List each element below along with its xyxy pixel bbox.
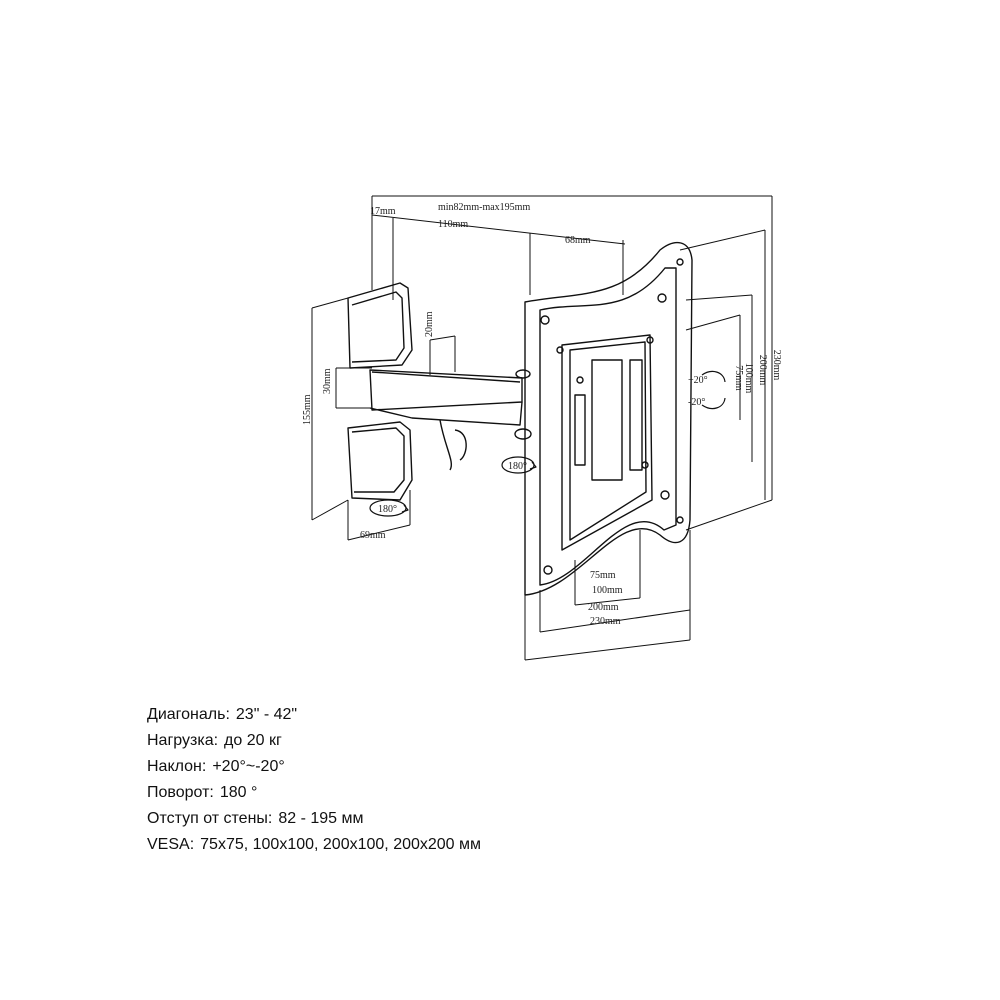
spec-value: до 20 кг: [224, 732, 282, 749]
swing-arm: [370, 370, 531, 470]
rotation-arrows: [370, 371, 725, 516]
spec-value: 180 °: [219, 784, 258, 801]
spec-label: VESA:: [147, 836, 195, 853]
spec-diagonal: [147, 702, 481, 728]
vertical-100-label: 100mm: [743, 362, 754, 394]
vesa-plate: [525, 243, 692, 595]
vertical-75-label: 75mm: [733, 365, 744, 391]
dimension-30-label: 30mm: [322, 368, 333, 394]
spec-label: Отступ от стены:: [147, 810, 273, 827]
spec-label: Нагрузка:: [147, 732, 219, 749]
horizontal-230-label: 230mm: [590, 616, 621, 627]
wall-plate: [348, 283, 412, 500]
dimension-155-label: 155mm: [302, 394, 313, 425]
spec-label: Поворот:: [147, 784, 214, 801]
spec-load: [147, 728, 481, 754]
dimension-69-label: 69mm: [360, 530, 386, 541]
tilt-up-label: +20°: [688, 375, 708, 386]
spec-value: +20°~-20°: [212, 758, 285, 775]
vertical-230-label: 230mm: [771, 349, 782, 381]
dimension-20-label: 20mm: [424, 311, 435, 337]
horizontal-75-label: 75mm: [590, 570, 616, 581]
spec-label: Наклон:: [147, 758, 207, 775]
spec-vesa: [147, 832, 481, 858]
spec-value: 23" - 42": [235, 706, 298, 723]
spec-swivel: [147, 780, 481, 806]
vertical-200-label: 200mm: [757, 354, 768, 386]
horizontal-200-label: 200mm: [588, 602, 619, 613]
dimension-labels: [302, 202, 782, 627]
tilt-down-label: -20°: [688, 397, 706, 408]
spec-list: [147, 702, 481, 858]
dimension-range-label: min82mm-max195mm: [438, 202, 531, 213]
spec-label: Диагональ:: [147, 706, 230, 723]
rotation-wall-label: 180°: [378, 504, 397, 515]
spec-value: 82 - 195 мм: [278, 810, 364, 827]
dimension-110-label: 110mm: [438, 219, 469, 230]
spec-tilt: [147, 754, 481, 780]
dimension-17-label: 17mm: [370, 206, 396, 217]
horizontal-100-label: 100mm: [592, 585, 623, 596]
spec-value: 75x75, 100x100, 200x100, 200x200 мм: [200, 836, 482, 853]
dimension-68-label: 68mm: [565, 235, 591, 246]
spec-wall-distance: [147, 806, 481, 832]
rotation-arm-label: 180°: [508, 461, 527, 472]
